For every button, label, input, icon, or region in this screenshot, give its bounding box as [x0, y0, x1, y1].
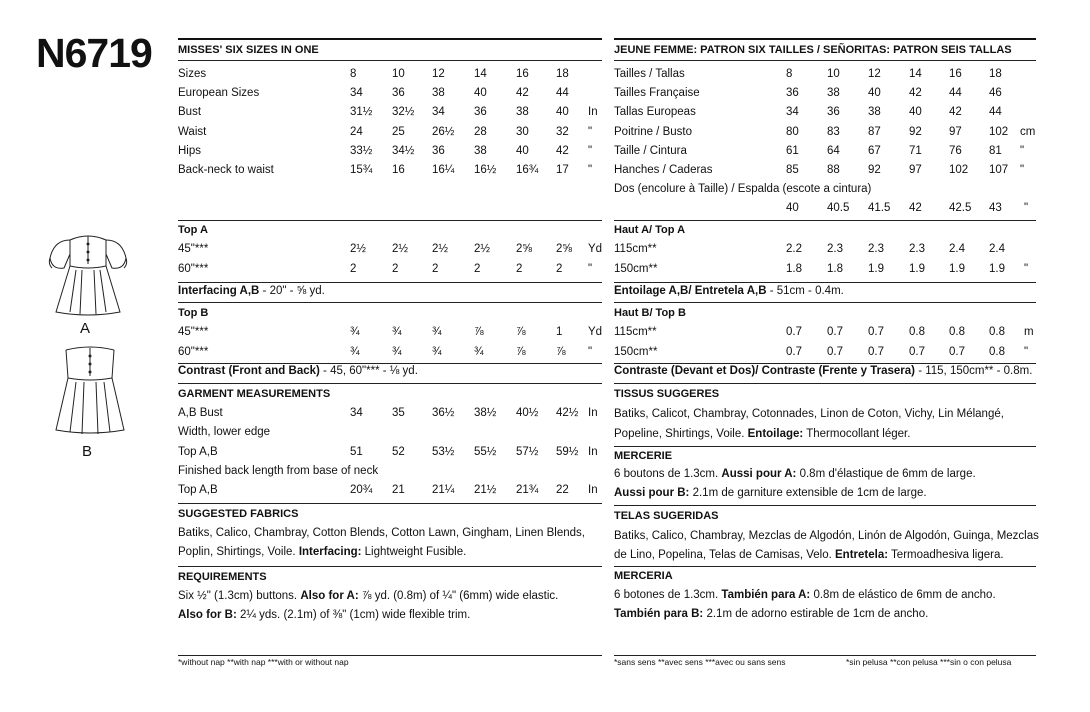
row-unit: In [588, 484, 598, 497]
row-value: 92 [868, 164, 881, 176]
row-value: 67 [868, 144, 881, 157]
en-topb-row [178, 343, 602, 362]
en-fabrics-line2: Poplin, Shirtings, Voile. Interfacing: Lightweight Fusible. [178, 546, 467, 558]
row-value: 30 [516, 125, 529, 138]
fr-size-row [614, 123, 1036, 142]
row-value: 42 [556, 144, 569, 157]
fr-size-row [614, 161, 1036, 180]
row-value: 2 [474, 262, 481, 275]
fr-tissus-line1: Batiks, Calicot, Chambray, Cotonnades, Linon de Coton, Vichy, Lin Mélangé, [614, 408, 1004, 420]
row-value: 51 [350, 445, 363, 458]
row-label: 150cm** [614, 262, 658, 275]
en-requirements-line2: Also for B: 2¼ yds. (2.1m) of ⅜" (1cm) wide flexible trim. [178, 609, 471, 621]
row-label: 45"*** [178, 326, 209, 338]
row-unit: " [1024, 202, 1029, 214]
fr-topb-title: Haut B/ Top B [614, 307, 686, 319]
row-value: 2½ [432, 243, 448, 255]
en-garment-row [178, 462, 602, 481]
row-value: 2⅝ [516, 243, 532, 255]
fr-dos-label: Dos (encolure à Taille) / Espalda (escote a cintura) [614, 183, 872, 195]
row-value: 87 [868, 125, 881, 138]
row-value: 53½ [432, 445, 455, 458]
es-telas-line2: de Lino, Popelina, Telas de Camisas, Velo. Entretela: Termoadhesiva ligera. [614, 549, 1004, 561]
row-value: 102 [989, 125, 1009, 138]
row-value: 42 [909, 202, 922, 214]
row-label: Width, lower edge [178, 426, 271, 439]
en-topa-row [178, 240, 602, 259]
row-value: 97 [909, 164, 922, 176]
fr-size-row [614, 84, 1036, 103]
en-fabrics-title: SUGGESTED FABRICS [178, 508, 299, 520]
fr-tissus-line2: Popeline, Shirtings, Voile. Entoilage: Thermocollant léger. [614, 428, 911, 440]
row-value: 40 [516, 144, 529, 157]
fr-topa-row [614, 260, 1036, 279]
row-value: 33½ [350, 144, 373, 157]
row-value: 36 [786, 87, 799, 100]
row-value: 0.8 [989, 326, 1005, 338]
en-size-row [178, 123, 602, 142]
view-b-illustration [50, 344, 130, 438]
en-topb-row [178, 323, 602, 342]
en-size-row [178, 103, 602, 122]
row-value: 40 [909, 106, 922, 119]
row-value: ¾ [350, 345, 360, 358]
row-value: 0.8 [989, 345, 1005, 358]
row-value: 42.5 [949, 202, 972, 214]
row-label: European Sizes [178, 87, 260, 100]
row-value: 85 [786, 164, 799, 176]
row-label: Tailles Française [614, 87, 700, 100]
row-value: 2.3 [868, 243, 884, 255]
row-value: 21½ [474, 484, 497, 497]
en-size-row [178, 161, 602, 180]
row-value: 0.7 [786, 326, 802, 338]
row-value: 10 [392, 68, 405, 80]
row-unit: " [1020, 164, 1025, 176]
row-value: 38 [474, 144, 487, 157]
row-value: 38 [432, 87, 445, 100]
row-value: 35 [392, 407, 405, 419]
es-telas-title: TELAS SUGERIDAS [614, 510, 719, 522]
row-value: 1.8 [827, 262, 843, 275]
row-value: 31½ [350, 106, 373, 119]
row-label: Waist [178, 125, 207, 138]
row-value: 40 [556, 106, 569, 119]
fr-topa-title: Haut A/ Top A [614, 224, 686, 236]
en-size-row [178, 65, 602, 84]
en-title: MISSES' SIX SIZES IN ONE [178, 44, 319, 56]
row-value: 97 [949, 125, 962, 138]
fr-title: JEUNE FEMME: PATRON SIX TAILLES / SEÑORITAS: PATRON SEIS TALLAS [614, 44, 1012, 56]
view-b-label: B [82, 443, 93, 460]
row-value: 2.4 [989, 243, 1005, 255]
row-value: 102 [949, 164, 969, 176]
row-value: 8 [350, 68, 357, 80]
row-value: 36½ [432, 407, 455, 419]
fr-size-row [614, 142, 1036, 161]
row-value: 40.5 [827, 202, 850, 214]
row-value: ¾ [432, 326, 442, 338]
row-label: Taille / Cintura [614, 144, 687, 157]
en-requirements-title: REQUIREMENTS [178, 571, 267, 583]
row-value: 0.7 [868, 345, 884, 358]
row-value: 55½ [474, 445, 497, 458]
row-value: 21¼ [432, 484, 455, 497]
row-value: 1.9 [949, 262, 965, 275]
row-label: 60"*** [178, 345, 209, 358]
view-a-label: A [80, 320, 91, 337]
row-unit: " [1020, 144, 1025, 157]
row-value: 0.7 [827, 345, 843, 358]
row-label: 115cm** [614, 326, 657, 338]
row-value: 92 [909, 125, 922, 138]
row-value: 46 [989, 87, 1002, 100]
row-value: 2.2 [786, 243, 802, 255]
row-value: ⅞ [516, 326, 526, 338]
row-label: Tallas Europeas [614, 106, 696, 119]
row-label: 60"*** [178, 262, 209, 275]
row-value: 36 [392, 87, 405, 100]
row-label: Hips [178, 144, 202, 157]
row-value: ⅞ [474, 326, 484, 338]
row-value: 2 [350, 262, 357, 275]
row-value: 42 [949, 106, 962, 119]
fr-topb-row [614, 323, 1036, 342]
row-value: 14 [474, 68, 487, 80]
row-value: 80 [786, 125, 799, 138]
row-value: 22 [556, 484, 569, 497]
row-label: 115cm** [614, 243, 657, 255]
en-garment-title: GARMENT MEASUREMENTS [178, 388, 331, 400]
en-size-row [178, 142, 602, 161]
row-label: Top A,B [178, 445, 218, 458]
row-value: 21 [392, 484, 405, 497]
row-value: 0.7 [827, 326, 843, 338]
row-value: 14 [909, 68, 922, 80]
row-value: 16¾ [516, 164, 539, 176]
row-value: 16½ [474, 164, 497, 176]
row-value: ¾ [350, 326, 360, 338]
row-label: Top A,B [178, 484, 218, 497]
en-topa-title: Top A [178, 224, 208, 236]
row-unit: Yd [588, 243, 603, 255]
row-value: 16 [949, 68, 962, 80]
row-value: 16¼ [432, 164, 455, 176]
fr-tissus-title: TISSUS SUGGERES [614, 388, 720, 400]
en-contrast: Contrast (Front and Back) - 45, 60"*** - ⅛ yd. [178, 365, 418, 377]
row-value: 40 [868, 87, 881, 100]
row-value: 0.7 [786, 345, 802, 358]
row-value: 43 [989, 202, 1002, 214]
en-topa-row [178, 260, 602, 279]
row-label: Poitrine / Busto [614, 125, 692, 138]
row-value: ¾ [392, 345, 402, 358]
row-value: 88 [827, 164, 840, 176]
en-garment-row [178, 423, 602, 442]
row-value: 32½ [392, 106, 415, 119]
en-garment-row [178, 404, 602, 423]
row-unit: In [588, 407, 598, 419]
row-value: 1.9 [989, 262, 1005, 275]
fr-topa-row [614, 240, 1036, 259]
row-label: Tailles / Tallas [614, 68, 685, 80]
row-unit: cm [1020, 125, 1036, 138]
fr-size-row [614, 103, 1036, 122]
row-value: 0.7 [949, 345, 965, 358]
row-value: 0.8 [949, 326, 965, 338]
row-value: 42 [909, 87, 922, 100]
row-label: Back-neck to waist [178, 164, 274, 176]
en-garment-row [178, 443, 602, 462]
row-value: 2.3 [827, 243, 843, 255]
fr-size-row [614, 65, 1036, 84]
row-value: ⅞ [556, 345, 566, 358]
row-value: 36 [474, 106, 487, 119]
row-value: 38½ [474, 407, 497, 419]
row-value: 1.9 [868, 262, 884, 275]
en-interfacing: Interfacing A,B - 20" - ⅝ yd. [178, 285, 325, 297]
row-value: 12 [868, 68, 881, 80]
en-requirements-line1: Six ½" (1.3cm) buttons. Also for A: ⅞ yd. (0.8m) of ¼" (6mm) wide elastic. [178, 590, 559, 602]
es-footnote: *sin pelusa **con pelusa ***sin o con pelusa [846, 657, 1012, 667]
row-value: 34½ [392, 144, 415, 157]
row-unit: " [588, 345, 593, 358]
row-value: 21¾ [516, 484, 539, 497]
row-value: 24 [350, 125, 363, 138]
row-unit: " [1024, 262, 1029, 275]
row-value: 16 [392, 164, 405, 176]
row-value: ¾ [432, 345, 442, 358]
row-value: 32 [556, 125, 569, 138]
row-value: 10 [827, 68, 840, 80]
row-value: 61 [786, 144, 799, 157]
row-label: 45"*** [178, 243, 209, 255]
row-unit: " [588, 125, 593, 138]
row-value: 36 [432, 144, 445, 157]
row-value: 26½ [432, 125, 455, 138]
row-value: 18 [989, 68, 1002, 80]
row-value: 18 [556, 68, 569, 80]
row-value: 40 [786, 202, 799, 214]
row-value: 42 [516, 87, 529, 100]
row-value: 12 [432, 68, 445, 80]
es-merceria-line1: 6 botones de 1.3cm. También para A: 0.8m de elástico de 6mm de ancho. [614, 589, 996, 601]
row-value: 44 [989, 106, 1002, 119]
es-telas-line1: Batiks, Calico, Chambray, Mezclas de Algodón, Linón de Algodón, Guinga, Mezclas [614, 530, 1039, 542]
row-value: 25 [392, 125, 405, 138]
fr-contraste: Contraste (Devant et Dos)/ Contraste (Frente y Trasera) - 115, 150cm** - 0.8m. [614, 365, 1033, 377]
row-label: Finished back length from base of neck [178, 464, 379, 477]
row-value: 1.8 [786, 262, 802, 275]
row-value: 34 [432, 106, 445, 119]
row-value: 2.3 [909, 243, 925, 255]
row-value: 8 [786, 68, 793, 80]
row-value: 15¾ [350, 164, 373, 176]
row-value: ⅞ [516, 345, 526, 358]
fr-footnote: *sans sens **avec sens ***avec ou sans sens [614, 657, 786, 667]
row-value: 40 [474, 87, 487, 100]
es-merceria-line2: También para B: 2.1m de adorno estirable de 1cm de ancho. [614, 608, 929, 620]
row-value: 64 [827, 144, 840, 157]
row-value: 20¾ [350, 484, 373, 497]
row-value: 2 [516, 262, 523, 275]
row-unit: " [1024, 345, 1029, 358]
row-unit: " [588, 144, 593, 157]
row-value: 81 [989, 144, 1002, 157]
fr-mercerie-title: MERCERIE [614, 450, 673, 462]
row-label: Bust [178, 106, 202, 119]
row-value: 2⅝ [556, 243, 572, 255]
row-value: 57½ [516, 445, 539, 458]
fr-mercerie-line2: Aussi pour B: 2.1m de garniture extensible de 1cm de large. [614, 487, 927, 499]
row-value: 44 [556, 87, 569, 100]
row-value: 34 [350, 87, 363, 100]
row-value: 42½ [556, 407, 579, 419]
row-value: 40½ [516, 407, 539, 419]
pattern-number: N6719 [36, 30, 152, 76]
row-value: 83 [827, 125, 840, 138]
row-value: 1.9 [909, 262, 925, 275]
row-value: ¾ [392, 326, 402, 338]
row-label: Hanches / Caderas [614, 164, 713, 176]
row-value: 0.8 [909, 326, 925, 338]
row-value: 16 [516, 68, 529, 80]
row-value: 2 [392, 262, 399, 275]
row-value: 71 [909, 144, 922, 157]
es-merceria-title: MERCERIA [614, 570, 673, 582]
row-value: 52 [392, 445, 405, 458]
row-value: 36 [827, 106, 840, 119]
row-value: 0.7 [909, 345, 925, 358]
row-unit: In [588, 106, 598, 119]
en-garment-row [178, 481, 602, 500]
row-value: 38 [868, 106, 881, 119]
row-unit: " [588, 164, 593, 176]
fr-topb-row [614, 343, 1036, 362]
row-value: 59½ [556, 445, 579, 458]
en-topb-title: Top B [178, 307, 209, 319]
fr-entoilage: Entoilage A,B/ Entretela A,B - 51cm - 0.4m. [614, 285, 844, 297]
row-value: 28 [474, 125, 487, 138]
row-value: 2½ [350, 243, 366, 255]
row-unit: m [1024, 326, 1034, 338]
row-value: 38 [516, 106, 529, 119]
row-unit: In [588, 445, 598, 458]
row-value: 0.7 [868, 326, 884, 338]
fr-dos-row [614, 199, 1036, 218]
row-value: 34 [786, 106, 799, 119]
view-a-illustration [40, 228, 136, 320]
row-unit: Yd [588, 326, 603, 338]
row-value: 2 [432, 262, 439, 275]
row-value: 34 [350, 407, 363, 419]
row-value: 44 [949, 87, 962, 100]
en-fabrics-line1: Batiks, Calico, Chambray, Cotton Blends, Cotton Lawn, Gingham, Linen Blends, [178, 527, 585, 539]
row-label: A,B Bust [178, 407, 223, 419]
row-value: 38 [827, 87, 840, 100]
row-unit: " [588, 262, 593, 275]
row-value: 107 [989, 164, 1009, 176]
en-footnote: *without nap **with nap ***with or without nap [178, 657, 349, 667]
row-value: 2½ [392, 243, 408, 255]
row-value: ¾ [474, 345, 484, 358]
row-value: 2 [556, 262, 563, 275]
row-value: 1 [556, 326, 563, 338]
en-size-row [178, 84, 602, 103]
row-value: 41.5 [868, 202, 891, 214]
row-label: 150cm** [614, 345, 658, 358]
row-value: 2½ [474, 243, 490, 255]
row-value: 76 [949, 144, 962, 157]
row-label: Sizes [178, 68, 207, 80]
row-value: 2.4 [949, 243, 965, 255]
fr-mercerie-line1: 6 boutons de 1.3cm. Aussi pour A: 0.8m d'élastique de 6mm de large. [614, 468, 976, 480]
row-value: 17 [556, 164, 569, 176]
